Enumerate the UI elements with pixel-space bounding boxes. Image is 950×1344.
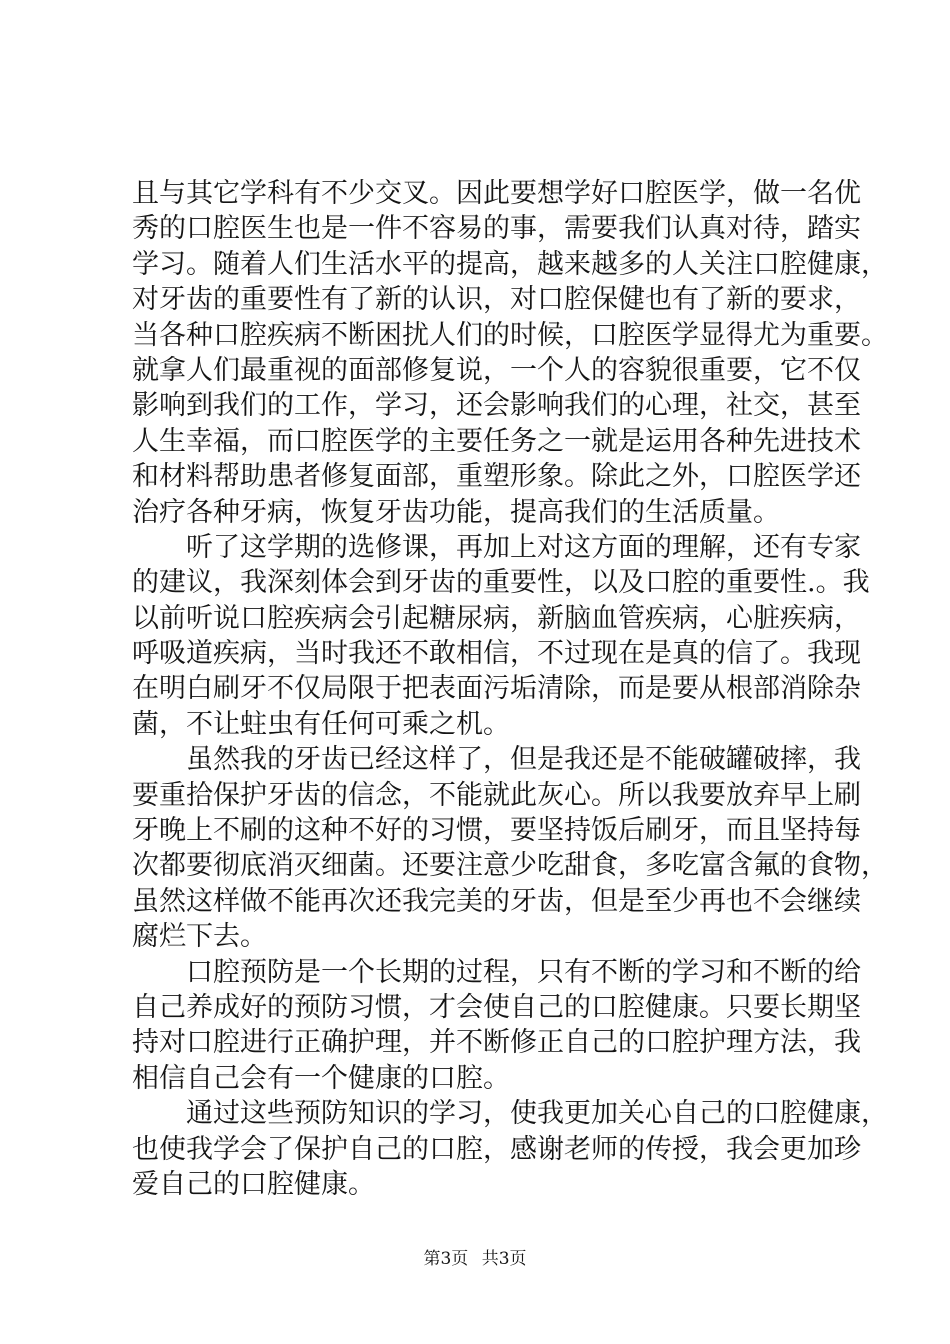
text-line: 菌，不让蛀虫有任何可乘之机。 [132,708,510,740]
text-line: 秀的口腔医生也是一件不容易的事，需要我们认真对待，踏实 [132,213,861,245]
text-line: 持对口腔进行正确护理，并不断修正自己的口腔护理方法，我 [132,1027,861,1059]
text-line: 和材料帮助患者修复面部，重塑形象。除此之外，口腔医学还 [132,461,861,493]
text-line: 当各种口腔疾病不断困扰人们的时候，口腔医学显得尤为重要。 [132,319,888,351]
text-line: 治疗各种牙病，恢复牙齿功能，提高我们的生活质量。 [132,496,780,528]
text-line: 就拿人们最重视的面部修复说，一个人的容貌很重要，它不仅 [132,354,861,386]
text-line: 通过这些预防知识的学习，使我更加关心自己的口腔健康， [186,1098,888,1130]
text-line: 呼吸道疾病，当时我还不敢相信，不过现在是真的信了。我现 [132,638,861,670]
text-line: 虽然这样做不能再次还我完美的牙齿，但是至少再也不会继续 [132,885,861,917]
text-line: 且与其它学科有不少交叉。因此要想学好口腔医学，做一名优 [132,178,861,209]
text-line: 对牙齿的重要性有了新的认识，对口腔保健也有了新的要求， [132,284,861,316]
text-line: 相信自己会有一个健康的口腔。 [132,1062,510,1094]
page-number: 第3页 [423,1249,469,1269]
text-line: 的建议，我深刻体会到牙齿的重要性，以及口腔的重要性.。我 [132,567,870,599]
page-footer [0,1244,950,1269]
text-line: 自己养成好的预防习惯，才会使自己的口腔健康。只要长期坚 [132,991,861,1023]
text-line: 影响到我们的工作，学习，还会影响我们的心理，社交，甚至 [132,390,861,422]
text-line: 牙晚上不刷的这种不好的习惯，要坚持饭后刷牙，而且坚持每 [132,815,861,847]
text-line: 要重拾保护牙齿的信念，不能就此灰心。所以我要放弃早上刷 [132,779,861,811]
text-line: 也使我学会了保护自己的口腔，感谢老师的传授，我会更加珍 [132,1133,861,1165]
text-line: 虽然我的牙齿已经这样了，但是我还是不能破罐破摔，我 [186,744,861,776]
text-line: 口腔预防是一个长期的过程，只有不断的学习和不断的给 [186,956,861,988]
document-body [132,176,888,1202]
text-line: 人生幸福，而口腔医学的主要任务之一就是运用各种先进技术 [132,425,861,457]
text-line: 次都要彻底消灭细菌。还要注意少吃甜食，多吃富含氟的食物， [132,850,888,882]
text-line: 听了这学期的选修课，再加上对这方面的理解，还有专家 [186,531,861,563]
page-total: 共3页 [481,1249,527,1269]
text-line: 爱自己的口腔健康。 [132,1168,375,1200]
text-line: 学习。随着人们生活水平的提高，越来越多的人关注口腔健康， [132,248,888,280]
text-line: 以前听说口腔疾病会引起糖尿病，新脑血管疾病，心脏疾病， [132,602,861,634]
text-line: 在明白刷牙不仅局限于把表面污垢清除，而是要从根部消除杂 [132,673,861,705]
text-line: 腐烂下去。 [132,921,267,953]
